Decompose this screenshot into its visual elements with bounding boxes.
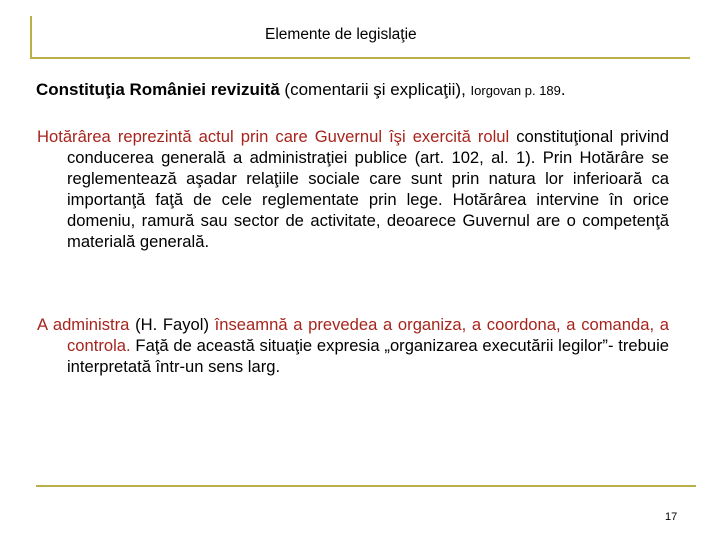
citation-line: [36, 80, 566, 101]
slide-title: Elemente de legislaţie: [265, 26, 417, 43]
paragraph-a-administra: [37, 314, 669, 377]
paragraph-2-body: Faţă de această situaţie expresia „organizarea executării legilor”- trebuie interpretată într-un sens larg.: [67, 336, 669, 376]
left-divider: [30, 16, 32, 59]
footer-divider: [36, 485, 696, 487]
page-number: 17: [665, 511, 678, 523]
paragraph-1-lead: Hotărârea reprezintă actul prin care Guvernul îşi exercită rolul: [37, 127, 510, 146]
citation-author: Iorgovan p. 189: [470, 83, 561, 98]
paragraph-2-middle: înseamnă a prevedea a organiza, a coordona, a comanda, a controla.: [67, 315, 669, 355]
paragraph-2-author: (H. Fayol): [129, 315, 215, 334]
citation-description: (comentarii şi explicaţii),: [279, 80, 471, 99]
citation-end: .: [560, 80, 566, 99]
paragraph-2-lead: A administra: [37, 315, 130, 334]
paragraph-hotararea: [37, 126, 669, 252]
paragraph-1-body: constituţional privind conducerea generală a administraţiei publice (art. 102, al. 1). Prin Hotărâre se reglementează aşadar relaţiile sociale care sunt prin natura lor inferioară ca importanţă faţă de cele reglementate prin lege. Hotărârea intervine în orice domeniu, ramură sau sector de activitate, deoarece Guvernul are o competenţă materială generală.: [67, 127, 669, 251]
header-divider: [30, 57, 690, 59]
citation-book-title: Constituţia României revizuită: [36, 80, 280, 99]
